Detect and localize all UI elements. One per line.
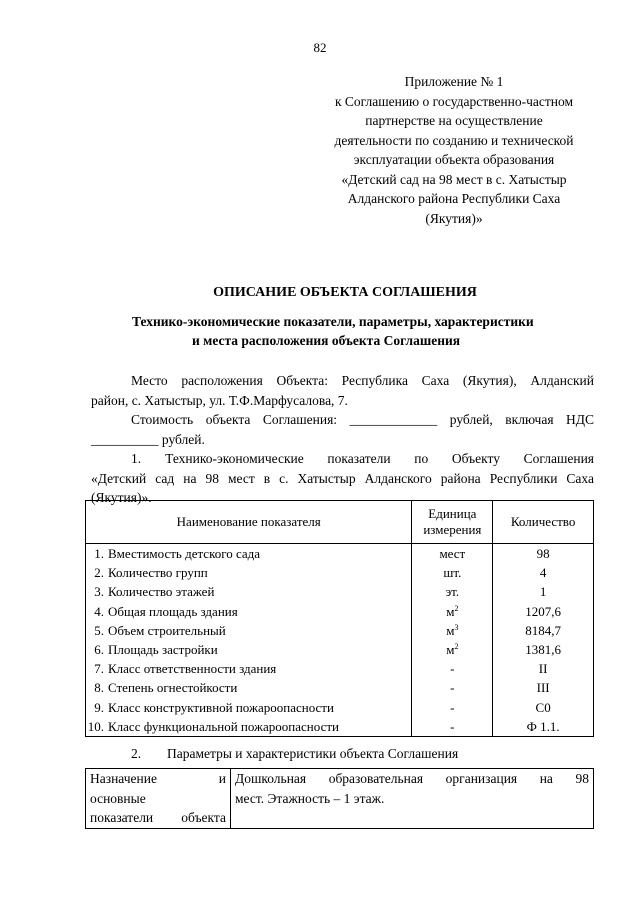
- location-paragraph: [91, 371, 594, 410]
- section-2-heading: [131, 746, 458, 762]
- indicator-name-cell: [86, 717, 412, 737]
- table-row: [86, 582, 594, 601]
- appendix-line: партнерстве на осуществление: [365, 113, 543, 128]
- indicator-name: Вместимость детского сада: [108, 546, 261, 561]
- row-number: 2.: [94, 565, 104, 581]
- unit: -: [450, 699, 455, 715]
- parameter-value-line-2: мест. Этажность – 1 этаж.: [235, 790, 385, 806]
- quantity-cell: 1207,6: [493, 602, 594, 621]
- indicator-name: Степень огнестойкости: [108, 680, 238, 696]
- indicator-name-cell: [86, 563, 412, 582]
- unit-cell: [412, 544, 493, 564]
- unit: м: [446, 642, 455, 658]
- appendix-line: к Соглашению о государственно-частном: [334, 93, 574, 109]
- unit: -: [450, 661, 455, 677]
- indicator-name-cell: [86, 678, 412, 697]
- indicator-name: Объем строительный: [108, 622, 226, 638]
- unit-cell: [412, 717, 493, 737]
- quantity-cell: Ф 1.1.: [493, 717, 594, 737]
- appendix-line: «Детский сад на 98 мест в с. Хатыстыр: [341, 171, 567, 187]
- unit-cell: [412, 659, 493, 678]
- row-number: 5.: [94, 622, 104, 638]
- quantity-cell: 1381,6: [493, 640, 594, 659]
- indicator-name-cell: [86, 544, 412, 564]
- section-1-line-2: «Детский сад на 98 мест в с. Хатыстыр Алданского района Республики Саха: [91, 470, 594, 486]
- table-header-row: [86, 501, 594, 544]
- unit-cell: [412, 678, 493, 697]
- document-subtitle: [132, 312, 602, 350]
- table-row: [86, 602, 594, 621]
- table-row: [86, 659, 594, 678]
- cost-line-2: __________ рублей.: [91, 431, 205, 447]
- row-number: 1.: [94, 546, 104, 561]
- parameter-label-word: и: [218, 771, 226, 786]
- indicator-name: Класс функциональной пожароопасности: [108, 718, 339, 734]
- header-indicator-name: Наименование показателя: [86, 501, 412, 544]
- indicator-name: Количество групп: [108, 565, 208, 581]
- section-1-title: Технико-экономические показатели по Объекту Соглашения: [165, 451, 594, 466]
- section-1-line-3: (Якутия)».: [91, 490, 152, 505]
- indicator-name-cell: [86, 582, 412, 601]
- appendix-line: (Якутия)»: [425, 210, 483, 226]
- appendix-header: [316, 72, 592, 228]
- row-number: 10.: [87, 718, 104, 734]
- parameter-value-cell: [231, 769, 594, 829]
- parameter-label-line-2: основные: [90, 790, 146, 806]
- indicator-name-cell: [86, 659, 412, 678]
- quantity-cell: 1: [493, 582, 594, 601]
- unit-exponent: 3: [454, 622, 459, 632]
- parameter-label-word: Назначение: [90, 771, 157, 786]
- indicator-name: Класс ответственности здания: [108, 661, 277, 677]
- section-2-number: 2.: [131, 746, 142, 761]
- unit: мест: [439, 546, 466, 561]
- indicator-name-cell: [86, 602, 412, 621]
- appendix-line: эксплуатации объекта образования: [353, 152, 555, 167]
- indicator-name: Количество этажей: [108, 584, 215, 600]
- table-row: [86, 678, 594, 697]
- indicator-name-cell: [86, 621, 412, 640]
- subtitle-line-2: и места расположения объекта Соглашения: [192, 333, 461, 348]
- row-number: 6.: [94, 642, 104, 658]
- appendix-line: деятельности по созданию и технической: [334, 132, 574, 148]
- indicators-table: [85, 500, 594, 737]
- indicator-name: Класс конструктивной пожароопасности: [108, 699, 334, 715]
- table-row: [86, 544, 594, 564]
- row-number: 4.: [94, 603, 104, 619]
- appendix-line: Приложение № 1: [404, 74, 504, 89]
- indicator-name: Площадь застройки: [108, 642, 218, 658]
- parameters-table: [85, 768, 594, 829]
- table-row: [86, 563, 594, 582]
- header-unit-line-1: Единица: [428, 506, 477, 521]
- indicator-name-cell: [86, 698, 412, 717]
- row-number: 9.: [94, 699, 104, 715]
- quantity-cell: 98: [493, 544, 594, 564]
- indicator-name-cell: [86, 640, 412, 659]
- table-row: [86, 640, 594, 659]
- quantity-cell: II: [493, 659, 594, 678]
- parameter-label-word: объекта: [181, 810, 226, 825]
- unit-exponent: 2: [454, 642, 459, 652]
- subtitle-line-1: Технико-экономические показатели, параметры, характеристики: [132, 314, 534, 329]
- location-line-2: район, с. Хатыстыр, ул. Т.Ф.Марфусалова, 7.: [91, 392, 348, 408]
- unit: м: [446, 622, 455, 638]
- section-1-paragraph: [91, 449, 594, 508]
- unit: -: [450, 718, 455, 734]
- table-row: [86, 698, 594, 717]
- section-1-line-1: [91, 449, 594, 469]
- cost-paragraph: [91, 410, 594, 449]
- unit: -: [450, 680, 455, 696]
- parameter-value-line-1: Дошкольная образовательная организация на 98: [235, 771, 589, 786]
- unit: м: [446, 603, 455, 619]
- unit-cell: [412, 563, 493, 582]
- quantity-cell: С0: [493, 698, 594, 717]
- cost-line-1: Стоимость объекта Соглашения: _____________ рублей, включая НДС: [131, 412, 594, 427]
- parameter-label-cell: [86, 769, 231, 829]
- parameter-label-line-3: [90, 808, 226, 828]
- indicator-name: Общая площадь здания: [108, 603, 238, 619]
- row-number: 8.: [94, 680, 104, 696]
- table-row: [86, 717, 594, 737]
- table-row: [86, 769, 594, 829]
- unit-exponent: 2: [454, 603, 459, 613]
- appendix-line: Алданского района Республики Саха: [347, 191, 561, 206]
- unit-cell: [412, 602, 493, 621]
- unit-cell: [412, 621, 493, 640]
- header-unit: [412, 501, 493, 544]
- section-2-title: Параметры и характеристики объекта Соглашения: [167, 746, 459, 761]
- parameter-label-word: показатели: [90, 810, 154, 825]
- quantity-cell: 8184,7: [493, 621, 594, 640]
- table-row: [86, 621, 594, 640]
- unit: эт.: [445, 584, 460, 600]
- unit-cell: [412, 582, 493, 601]
- row-number: 7.: [94, 661, 104, 677]
- page-number: 82: [313, 40, 327, 55]
- location-line-1: Место расположения Объекта: Республика Саха (Якутия), Алданский: [131, 373, 594, 388]
- quantity-cell: 4: [493, 563, 594, 582]
- unit-cell: [412, 698, 493, 717]
- unit-cell: [412, 640, 493, 659]
- section-1-number: 1.: [131, 451, 142, 466]
- parameter-label-line-1: [90, 769, 226, 789]
- header-quantity: Количество: [493, 501, 594, 544]
- header-unit-line-2: измерения: [423, 522, 482, 537]
- document-title: ОПИСАНИЕ ОБЪЕКТА СОГЛАШЕНИЯ: [213, 285, 477, 300]
- unit: шт.: [443, 565, 462, 581]
- quantity-cell: III: [493, 678, 594, 697]
- row-number: 3.: [94, 584, 104, 600]
